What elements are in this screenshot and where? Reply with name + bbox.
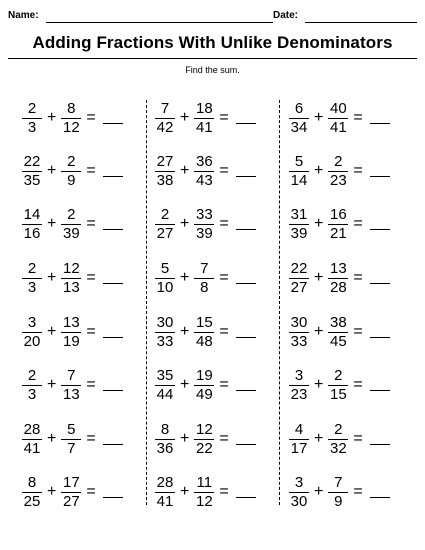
- denominator: 34: [290, 118, 308, 136]
- denominator: 3: [27, 118, 37, 136]
- equals-sign: =: [353, 215, 363, 232]
- numerator: 2: [328, 422, 348, 440]
- first-fraction: [155, 368, 175, 403]
- problem: [155, 312, 256, 352]
- answer-blank[interactable]: [236, 273, 256, 284]
- equals-sign: =: [219, 162, 229, 179]
- problem: [289, 151, 390, 191]
- numerator: 2: [61, 154, 81, 172]
- plus-sign: +: [47, 376, 57, 393]
- answer-blank[interactable]: [103, 113, 123, 124]
- name-label: Name:: [8, 10, 39, 21]
- denominator: 27: [156, 224, 174, 242]
- first-fraction: [155, 261, 175, 296]
- denominator: 41: [156, 492, 174, 510]
- numerator: 6: [289, 101, 309, 119]
- first-fraction: [22, 101, 42, 136]
- plus-sign: +: [314, 269, 324, 286]
- problem: [155, 204, 256, 244]
- numerator: 2: [328, 154, 348, 172]
- denominator: 21: [330, 224, 347, 242]
- problem: [22, 365, 123, 405]
- problem: [22, 419, 123, 459]
- numerator: 8: [155, 422, 175, 440]
- denominator: 41: [330, 118, 347, 136]
- title-divider: [8, 58, 417, 59]
- second-fraction: [194, 101, 214, 136]
- date-label: Date:: [273, 10, 299, 21]
- denominator: 13: [63, 278, 80, 296]
- problem: [155, 419, 256, 459]
- equals-sign: =: [353, 162, 363, 179]
- numerator: 8: [61, 101, 81, 119]
- denominator: 7: [67, 439, 76, 457]
- denominator: 27: [290, 278, 308, 296]
- second-fraction: [194, 207, 214, 242]
- problem: [22, 472, 123, 512]
- numerator: 16: [330, 205, 347, 223]
- denominator: 35: [23, 171, 41, 189]
- equals-sign: =: [219, 376, 229, 393]
- first-fraction: [289, 475, 309, 510]
- answer-blank[interactable]: [236, 219, 256, 230]
- numerator: 12: [63, 259, 80, 277]
- plus-sign: +: [47, 269, 57, 286]
- answer-blank[interactable]: [236, 487, 256, 498]
- equals-sign: =: [86, 483, 96, 500]
- plus-sign: +: [47, 483, 57, 500]
- numerator: 2: [22, 261, 42, 279]
- answer-blank[interactable]: [236, 327, 256, 338]
- first-fraction: [155, 207, 175, 242]
- answer-blank[interactable]: [370, 219, 390, 230]
- first-fraction: [22, 475, 42, 510]
- numerator: 22: [23, 152, 41, 170]
- equals-sign: =: [353, 269, 363, 286]
- second-fraction: [194, 368, 214, 403]
- denominator: 14: [290, 171, 308, 189]
- denominator: 10: [156, 278, 174, 296]
- denominator: 17: [290, 439, 308, 457]
- problem: [289, 312, 390, 352]
- answer-blank[interactable]: [370, 327, 390, 338]
- equals-sign: =: [86, 430, 96, 447]
- numerator: 2: [22, 368, 42, 386]
- equals-sign: =: [86, 215, 96, 232]
- plus-sign: +: [180, 215, 190, 232]
- plus-sign: +: [180, 376, 190, 393]
- numerator: 5: [289, 154, 309, 172]
- second-fraction: [61, 261, 81, 296]
- numerator: 38: [330, 313, 347, 331]
- numerator: 7: [194, 261, 214, 279]
- answer-blank[interactable]: [103, 487, 123, 498]
- numerator: 7: [61, 368, 81, 386]
- equals-sign: =: [86, 109, 96, 126]
- answer-blank[interactable]: [370, 434, 390, 445]
- first-fraction: [155, 154, 175, 189]
- equals-sign: =: [219, 269, 229, 286]
- plus-sign: +: [180, 109, 190, 126]
- numerator: 40: [330, 99, 347, 117]
- denominator: 23: [290, 385, 308, 403]
- answer-blank[interactable]: [236, 113, 256, 124]
- equals-sign: =: [219, 215, 229, 232]
- answer-blank[interactable]: [236, 434, 256, 445]
- problem: [289, 98, 390, 138]
- problem: [22, 151, 123, 191]
- denominator: 19: [63, 332, 80, 350]
- page-title: Adding Fractions With Unlike Denominators: [32, 33, 393, 52]
- numerator: 13: [330, 259, 347, 277]
- numerator: 7: [328, 475, 348, 493]
- first-fraction: [289, 368, 309, 403]
- denominator: 48: [196, 332, 213, 350]
- numerator: 13: [63, 313, 80, 331]
- problem: [22, 98, 123, 138]
- equals-sign: =: [219, 323, 229, 340]
- denominator: 39: [290, 224, 308, 242]
- answer-blank[interactable]: [103, 434, 123, 445]
- second-fraction: [194, 422, 214, 457]
- denominator: 44: [156, 385, 174, 403]
- denominator: 22: [196, 439, 213, 457]
- first-fraction: [22, 207, 42, 242]
- denominator: 9: [334, 492, 343, 510]
- second-fraction: [328, 101, 348, 136]
- answer-blank[interactable]: [103, 219, 123, 230]
- equals-sign: =: [86, 269, 96, 286]
- first-fraction: [289, 315, 309, 350]
- plus-sign: +: [47, 323, 57, 340]
- denominator: 28: [330, 278, 347, 296]
- equals-sign: =: [219, 109, 229, 126]
- answer-blank[interactable]: [103, 380, 123, 391]
- instructions: Find the sum.: [185, 65, 240, 75]
- denominator: 13: [63, 385, 80, 403]
- denominator: 32: [330, 439, 347, 457]
- first-fraction: [22, 154, 42, 189]
- first-fraction: [289, 101, 309, 136]
- denominator: 15: [330, 385, 347, 403]
- numerator: 19: [196, 366, 213, 384]
- problem: [289, 365, 390, 405]
- numerator: 5: [61, 422, 81, 440]
- numerator: 18: [196, 99, 213, 117]
- numerator: 15: [196, 313, 213, 331]
- equals-sign: =: [219, 483, 229, 500]
- problem: [289, 419, 390, 459]
- denominator: 20: [23, 332, 41, 350]
- equals-sign: =: [86, 323, 96, 340]
- numerator: 8: [22, 475, 42, 493]
- denominator: 3: [27, 385, 37, 403]
- numerator: 17: [63, 473, 80, 491]
- equals-sign: =: [353, 376, 363, 393]
- numerator: 2: [155, 207, 175, 225]
- second-fraction: [328, 154, 348, 189]
- denominator: 33: [156, 332, 174, 350]
- numerator: 14: [23, 205, 41, 223]
- denominator: 49: [196, 385, 213, 403]
- equals-sign: =: [353, 109, 363, 126]
- numerator: 11: [194, 475, 214, 493]
- second-fraction: [328, 315, 348, 350]
- numerator: 31: [290, 205, 308, 223]
- plus-sign: +: [180, 483, 190, 500]
- denominator: 39: [196, 224, 213, 242]
- second-fraction: [61, 422, 81, 457]
- numerator: 5: [155, 261, 175, 279]
- equals-sign: =: [353, 483, 363, 500]
- first-fraction: [22, 261, 42, 296]
- numerator: 7: [155, 101, 175, 119]
- first-fraction: [155, 101, 175, 136]
- problem: [22, 204, 123, 244]
- numerator: 30: [156, 313, 174, 331]
- denominator: 43: [196, 171, 213, 189]
- numerator: 2: [61, 207, 81, 225]
- column-divider: [146, 100, 147, 505]
- plus-sign: +: [47, 162, 57, 179]
- answer-blank[interactable]: [370, 380, 390, 391]
- equals-sign: =: [353, 323, 363, 340]
- second-fraction: [61, 315, 81, 350]
- second-fraction: [61, 368, 81, 403]
- second-fraction: [61, 154, 81, 189]
- denominator: 39: [63, 224, 80, 242]
- second-fraction: [328, 368, 348, 403]
- numerator: 3: [22, 315, 42, 333]
- numerator: 12: [196, 420, 213, 438]
- problem: [155, 365, 256, 405]
- plus-sign: +: [180, 162, 190, 179]
- second-fraction: [328, 475, 348, 510]
- numerator: 36: [196, 152, 213, 170]
- answer-blank[interactable]: [103, 273, 123, 284]
- denominator: 16: [23, 224, 41, 242]
- numerator: 33: [196, 205, 213, 223]
- answer-blank[interactable]: [370, 113, 390, 124]
- second-fraction: [194, 475, 214, 510]
- numerator: 3: [289, 475, 309, 493]
- name-field[interactable]: [46, 22, 273, 23]
- problem: [155, 98, 256, 138]
- problem: [289, 258, 390, 298]
- equals-sign: =: [219, 430, 229, 447]
- denominator: 9: [67, 171, 76, 189]
- plus-sign: +: [47, 215, 57, 232]
- column-divider: [279, 100, 280, 505]
- answer-blank[interactable]: [370, 487, 390, 498]
- numerator: 3: [289, 368, 309, 386]
- numerator: 4: [289, 422, 309, 440]
- second-fraction: [61, 475, 81, 510]
- first-fraction: [22, 422, 42, 457]
- first-fraction: [22, 368, 42, 403]
- plus-sign: +: [314, 430, 324, 447]
- first-fraction: [155, 315, 175, 350]
- answer-blank[interactable]: [103, 327, 123, 338]
- date-field[interactable]: [305, 22, 417, 23]
- denominator: 12: [196, 492, 213, 510]
- denominator: 3: [27, 278, 37, 296]
- denominator: 25: [23, 492, 41, 510]
- answer-blank[interactable]: [370, 166, 390, 177]
- denominator: 45: [330, 332, 347, 350]
- numerator: 28: [156, 473, 174, 491]
- second-fraction: [328, 422, 348, 457]
- plus-sign: +: [180, 269, 190, 286]
- answer-blank[interactable]: [370, 273, 390, 284]
- denominator: 36: [156, 439, 174, 457]
- problem: [155, 472, 256, 512]
- numerator: 30: [290, 313, 308, 331]
- first-fraction: [155, 475, 175, 510]
- answer-blank[interactable]: [236, 166, 256, 177]
- problem: [289, 204, 390, 244]
- denominator: 8: [200, 278, 209, 296]
- first-fraction: [289, 422, 309, 457]
- second-fraction: [194, 315, 214, 350]
- second-fraction: [61, 207, 81, 242]
- plus-sign: +: [314, 323, 324, 340]
- plus-sign: +: [314, 376, 324, 393]
- plus-sign: +: [180, 323, 190, 340]
- numerator: 35: [156, 366, 174, 384]
- equals-sign: =: [86, 376, 96, 393]
- plus-sign: +: [314, 483, 324, 500]
- plus-sign: +: [314, 109, 324, 126]
- denominator: 42: [156, 118, 174, 136]
- first-fraction: [289, 207, 309, 242]
- second-fraction: [61, 101, 81, 136]
- problem: [289, 472, 390, 512]
- denominator: 23: [330, 171, 347, 189]
- numerator: 2: [328, 368, 348, 386]
- denominator: 41: [196, 118, 213, 136]
- answer-blank[interactable]: [236, 380, 256, 391]
- first-fraction: [289, 261, 309, 296]
- second-fraction: [328, 207, 348, 242]
- first-fraction: [289, 154, 309, 189]
- equals-sign: =: [86, 162, 96, 179]
- second-fraction: [328, 261, 348, 296]
- first-fraction: [155, 422, 175, 457]
- numerator: 28: [23, 420, 41, 438]
- problem: [22, 312, 123, 352]
- plus-sign: +: [314, 215, 324, 232]
- second-fraction: [194, 154, 214, 189]
- denominator: 33: [290, 332, 308, 350]
- numerator: 2: [22, 101, 42, 119]
- answer-blank[interactable]: [103, 166, 123, 177]
- plus-sign: +: [47, 109, 57, 126]
- second-fraction: [194, 261, 214, 296]
- problem: [22, 258, 123, 298]
- denominator: 38: [156, 171, 174, 189]
- numerator: 27: [156, 152, 174, 170]
- numerator: 22: [290, 259, 308, 277]
- denominator: 41: [23, 439, 41, 457]
- plus-sign: +: [314, 162, 324, 179]
- first-fraction: [22, 315, 42, 350]
- plus-sign: +: [180, 430, 190, 447]
- denominator: 12: [63, 118, 80, 136]
- problem: [155, 151, 256, 191]
- worksheet-header: [8, 10, 417, 26]
- equals-sign: =: [353, 430, 363, 447]
- plus-sign: +: [47, 430, 57, 447]
- problem: [155, 258, 256, 298]
- denominator: 30: [290, 492, 308, 510]
- denominator: 27: [63, 492, 80, 510]
